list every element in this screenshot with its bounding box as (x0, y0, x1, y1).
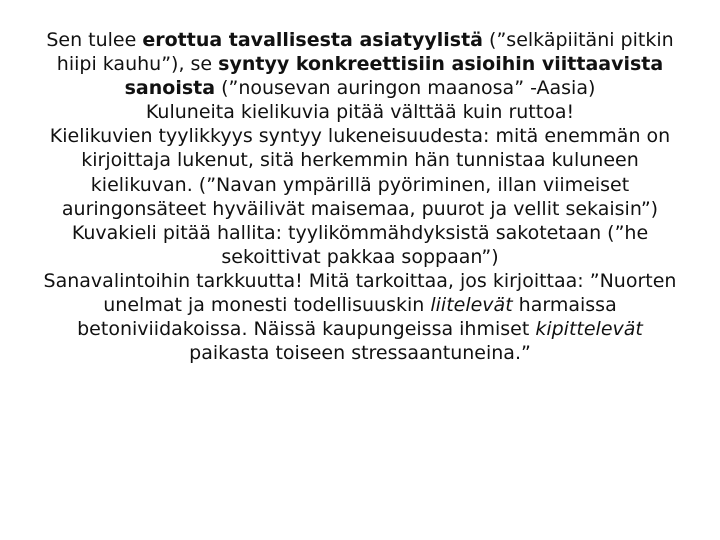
p1-text-a: Sen tulee (46, 29, 143, 51)
p2-text: Kuluneita kielikuvia pitää välttää kuin ruttoa! (145, 101, 575, 124)
paragraph-style-from-reading (34, 124, 686, 220)
slide-body-text (0, 28, 720, 365)
p4-text: Kuvakieli pitää hallita: tyylikömmähdyksistä sakotetaan (”he sekoittivat pakkaa soppaan”) (71, 221, 649, 268)
p5-italic-b: kipittelevät (535, 318, 643, 341)
p1-text-b: (”selkäpiitäni pitkin hiipi kauhu”), se (56, 29, 674, 76)
p5-text-a: Sanavalintoihin tarkkuutta! Mitä tarkoittaa, jos kirjoittaa: ”Nuorten unelmat ja monesti todellisuuskin (43, 269, 677, 317)
p3-text: Kielikuvien tyylikkyys syntyy lukeneisuudesta: mitä enemmän on kirjoittaja lukenut, sitä herkemmin hän tunnistaa kuluneen kielikuvan. (”Navan ympärillä pyöriminen, illan viimeiset auringonsäteet hyväilivät maisemaa, puurot ja vellit sekaisin”) (49, 125, 671, 220)
p5-text-b: harmaissa betoniviidakoissa. Näissä kaupungeissa ihmiset (77, 294, 617, 341)
paragraph-master-imagery (34, 221, 686, 269)
p5-italic-a: liitelevät (430, 294, 513, 317)
p1-text-c: (”nousevan auringon maanosa” -Aasia) (215, 77, 596, 100)
paragraph-distinction (34, 28, 686, 100)
p1-bold-a: erottua tavallisesta asiatyylistä (142, 29, 484, 51)
paragraph-word-choice (34, 269, 686, 365)
paragraph-avoid-cliches (34, 100, 686, 124)
p5-text-c: paikasta toiseen stressaantuneina.” (189, 342, 531, 365)
p1-bold-b: syntyy konkreettisiin asioihin viittaavista sanoista (124, 53, 664, 100)
